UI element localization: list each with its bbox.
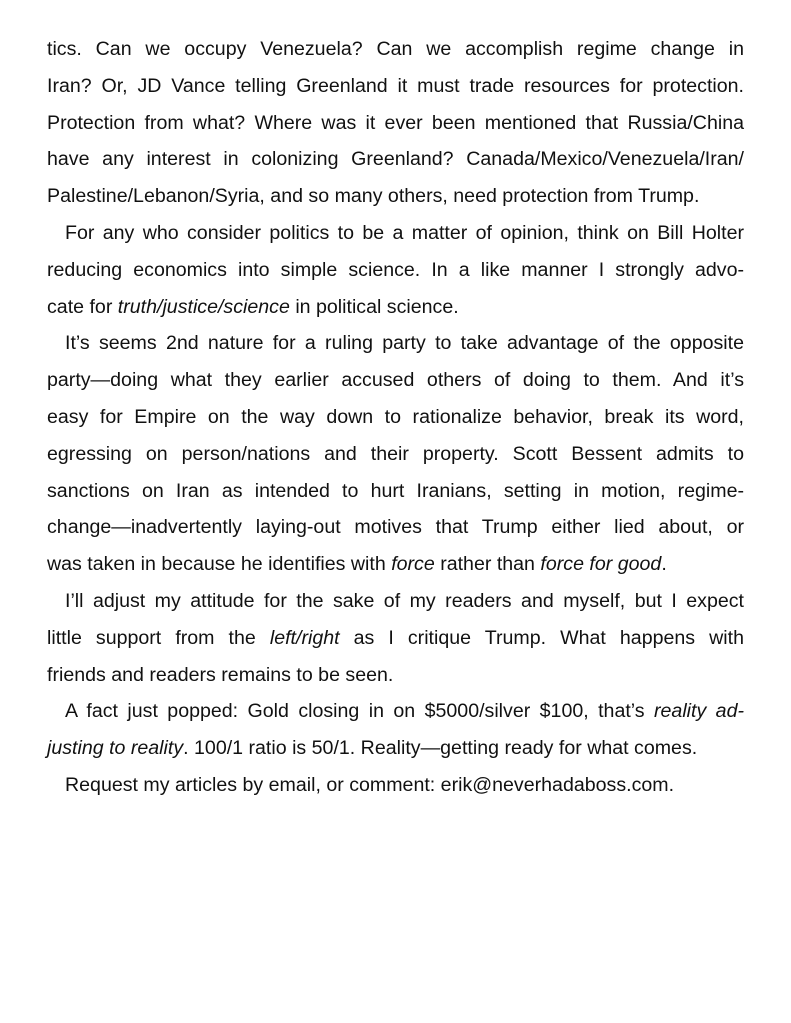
paragraph-p1 bbox=[47, 31, 744, 215]
text-segment: rather than bbox=[434, 553, 541, 576]
text-line bbox=[47, 473, 744, 510]
text-line bbox=[47, 546, 744, 583]
text-segment: change—inadvertently laying-out motives that Trump either lied about, or bbox=[47, 516, 744, 539]
italic-text: force bbox=[391, 553, 435, 576]
text-line bbox=[47, 730, 744, 767]
text-line bbox=[47, 767, 744, 804]
text-segment: . bbox=[661, 553, 667, 576]
text-segment: Protection from what? Where was it ever been mentioned that Russia/China bbox=[47, 111, 744, 134]
text-segment: Iran? Or, JD Vance telling Greenland it must trade resources for protection. bbox=[47, 74, 744, 97]
text-segment: It’s seems 2nd nature for a ruling party to take advantage of the opposite bbox=[65, 332, 744, 355]
text-segment: party—doing what they earlier accused others of doing to them. And it’s bbox=[47, 369, 744, 392]
italic-text: justing to reality bbox=[47, 737, 184, 760]
text-line bbox=[47, 620, 744, 657]
paragraph-p4 bbox=[47, 583, 744, 693]
text-line bbox=[47, 362, 744, 399]
text-segment: egressing on person/nations and their property. Scott Bessent admits to bbox=[47, 442, 744, 465]
text-line bbox=[47, 693, 744, 730]
text-segment: was taken in because he identifies with bbox=[47, 553, 392, 576]
italic-text: truth/justice/science bbox=[117, 295, 290, 318]
text-segment: have any interest in colonizing Greenland? Canada/Mexico/Venezuela/Iran/ bbox=[47, 148, 744, 171]
text-line bbox=[47, 252, 744, 289]
text-line bbox=[47, 399, 744, 436]
paragraph-p3 bbox=[47, 325, 744, 583]
italic-text: reality ad- bbox=[654, 700, 744, 723]
text-segment: reducing economics into simple science. In a like manner I strongly advo- bbox=[47, 258, 744, 281]
italic-text: force for good bbox=[540, 553, 662, 576]
text-line bbox=[47, 289, 744, 326]
text-segment: Palestine/Lebanon/Syria, and so many others, need protection from Trump. bbox=[47, 185, 700, 208]
text-segment: Request my articles by email, or comment: erik@neverhadaboss.com. bbox=[65, 773, 675, 796]
text-line bbox=[47, 31, 744, 68]
text-segment: . 100/1 ratio is 50/1. Reality—getting ready for what comes. bbox=[183, 737, 698, 760]
document-page bbox=[47, 31, 744, 804]
text-line bbox=[47, 68, 744, 105]
text-line bbox=[47, 215, 744, 252]
text-line bbox=[47, 509, 744, 546]
paragraph-p5 bbox=[47, 693, 744, 767]
text-segment: tics. Can we occupy Venezuela? Can we accomplish regime change in bbox=[47, 38, 744, 60]
text-line bbox=[47, 325, 744, 362]
text-segment: A fact just popped: Gold closing in on $5000/silver $100, that’s bbox=[65, 700, 654, 723]
text-segment: easy for Empire on the way down to rationalize behavior, break its word, bbox=[47, 405, 744, 428]
text-segment: little support from the bbox=[47, 626, 270, 649]
text-segment: For any who consider politics to be a matter of opinion, think on Bill Holter bbox=[65, 221, 744, 244]
text-line bbox=[47, 436, 744, 473]
text-segment: as I critique Trump. What happens with bbox=[339, 626, 744, 649]
text-segment: I’ll adjust my attitude for the sake of my readers and myself, but I expect bbox=[65, 589, 744, 612]
text-segment: in political science. bbox=[289, 295, 459, 318]
text-line bbox=[47, 583, 744, 620]
text-segment: cate for bbox=[47, 295, 118, 318]
text-line bbox=[47, 178, 744, 215]
text-line bbox=[47, 105, 744, 142]
text-segment: sanctions on Iran as intended to hurt Iranians, setting in motion, regime- bbox=[47, 479, 744, 502]
text-line bbox=[47, 141, 744, 178]
text-line bbox=[47, 657, 744, 694]
text-segment: friends and readers remains to be seen. bbox=[47, 663, 394, 686]
paragraph-p2 bbox=[47, 215, 744, 325]
italic-text: left/right bbox=[269, 626, 340, 649]
paragraph-p6 bbox=[47, 767, 744, 804]
